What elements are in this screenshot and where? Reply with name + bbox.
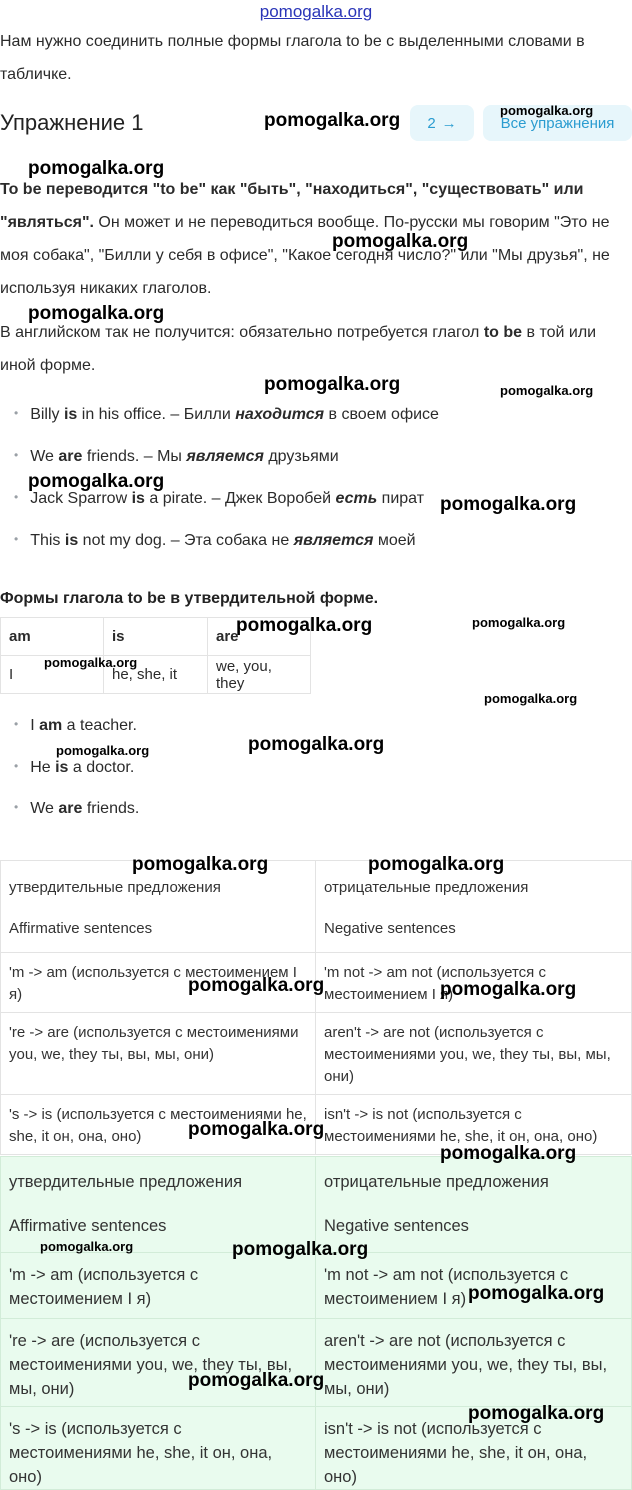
watermark: pomogalka.org xyxy=(188,1119,325,1140)
watermark: pomogalka.org xyxy=(368,854,505,875)
watermark: pomogalka.org xyxy=(188,1370,325,1391)
table-cell: I xyxy=(1,656,104,694)
table-cell: 'm -> am (используется с местоимением I я) xyxy=(1,953,316,1013)
watermark: pomogalka.org xyxy=(236,615,373,636)
table-cell: 's -> is (используется с местоимениями he, she, it он, она, оно) xyxy=(1,1407,316,1490)
paragraph-bold: to be xyxy=(483,324,523,341)
table-cell: 'm not -> am not (используется с местоимением I я) xyxy=(316,953,632,1013)
table-cell: isn't -> is not (используется с местоимениями he, she, it он, она, оно) xyxy=(316,1407,632,1490)
paragraph-bold-part: To be переводится "to be" как "быть", "находиться", "существовать" или "являться". xyxy=(0,181,584,231)
next-exercise-button[interactable] xyxy=(410,105,474,141)
watermark: pomogalka.org xyxy=(440,494,577,515)
next-exercise-number: 2 xyxy=(427,114,436,132)
list-item: • Billy is in his office. – Билли находится в своем офисе xyxy=(0,406,439,424)
table-cell: aren't -> are not (используется с местоимениями you, we, they ты, вы, мы, они) xyxy=(316,1319,632,1407)
watermark: pomogalka.org xyxy=(484,691,578,706)
watermark: pomogalka.org xyxy=(468,1283,605,1304)
arrow-right-icon: → xyxy=(441,114,457,132)
table-header: отрицательные предложения Negative sentences xyxy=(316,861,632,953)
watermark: pomogalka.org xyxy=(188,975,325,996)
table-header: am xyxy=(1,618,104,656)
watermark: pomogalka.org xyxy=(40,1239,134,1254)
paragraph-to-be-meaning xyxy=(0,173,630,305)
watermark: pomogalka.org xyxy=(28,158,165,179)
list-item: • I am a teacher. xyxy=(0,717,137,735)
table-header: отрицательные предложения Negative sentences xyxy=(316,1157,632,1253)
watermark: pomogalka.org xyxy=(500,383,594,398)
table-cell: we, you, they xyxy=(208,656,311,694)
exercise-title: Упражнение 1 xyxy=(0,110,144,135)
watermark: pomogalka.org xyxy=(56,743,150,758)
paragraph-english xyxy=(0,316,630,382)
list-item: • We are friends. – Мы являемся друзьями xyxy=(0,448,339,466)
watermark: pomogalka.org xyxy=(248,734,385,755)
watermark: pomogalka.org xyxy=(440,979,577,1000)
watermark: pomogalka.org xyxy=(332,231,469,252)
watermark: pomogalka.org xyxy=(28,471,165,492)
watermark: pomogalka.org xyxy=(44,655,138,670)
comparison-table xyxy=(0,860,632,1155)
watermark: pomogalka.org xyxy=(132,854,269,875)
list-item: • This is not my dog. – Эта собака не является моей xyxy=(0,532,416,550)
site-logo[interactable]: pomogalka.org xyxy=(259,2,373,21)
watermark: pomogalka.org xyxy=(28,303,165,324)
forms-heading: Формы глагола to be в утвердительной форме. xyxy=(0,590,379,607)
table-cell: 're -> are (используется с местоимениями you, we, they ты, вы, мы, они) xyxy=(1,1319,316,1407)
list-item: • Jack Sparrow is a pirate. – Джек Воробей есть пират xyxy=(0,490,424,508)
watermark: pomogalka.org xyxy=(440,1143,577,1164)
paragraph-text: В английском так не получится: обязательно потребуется глагол xyxy=(0,324,484,341)
table-cell: he, she, it xyxy=(104,656,208,694)
table-cell: 're -> are (используется с местоимениями you, we, they ты, вы, мы, они) xyxy=(1,1013,316,1095)
table-header: is xyxy=(104,618,208,656)
table-cell: aren't -> are not (используется с местоимениями you, we, they ты, вы, мы, они) xyxy=(316,1013,632,1095)
paragraph-rest: Он может и не переводиться вообще. По-русски мы говорим "Это не моя собака", "Билли у себя в офисе", "Какое сегодня число?" или "Мы друзья", не используя никаких глаголов. xyxy=(0,214,610,297)
paragraph-text: в той или иной форме. xyxy=(0,324,597,374)
watermark: pomogalka.org xyxy=(500,103,594,118)
table-header: are xyxy=(208,618,311,656)
comparison-table-highlighted xyxy=(0,1156,632,1490)
watermark: pomogalka.org xyxy=(232,1239,369,1260)
watermark: pomogalka.org xyxy=(472,615,566,630)
list-item: • He is a doctor. xyxy=(0,759,134,777)
table-header: утвердительные предложения Affirmative sentences xyxy=(1,1157,316,1253)
list-item: • We are friends. xyxy=(0,800,139,818)
all-exercises-button[interactable]: Все упражнения xyxy=(483,105,632,141)
watermark: pomogalka.org xyxy=(468,1403,605,1424)
table-cell: 'm not -> am not (используется с местоимением I я) xyxy=(316,1253,632,1319)
table-cell: 'm -> am (используется с местоимением I я) xyxy=(1,1253,316,1319)
table-cell: 's -> is (используется с местоимениями he, she, it он, она, оно) xyxy=(1,1095,316,1155)
watermark: pomogalka.org xyxy=(264,374,401,395)
table-header: утвердительные предложения Affirmative sentences xyxy=(1,861,316,953)
watermark: pomogalka.org xyxy=(264,110,401,131)
intro-text: Нам нужно соединить полные формы глагола to be с выделенными словами в табличке. xyxy=(0,33,585,83)
table-cell: isn't -> is not (используется с местоимениями he, she, it он, она, оно) xyxy=(316,1095,632,1155)
